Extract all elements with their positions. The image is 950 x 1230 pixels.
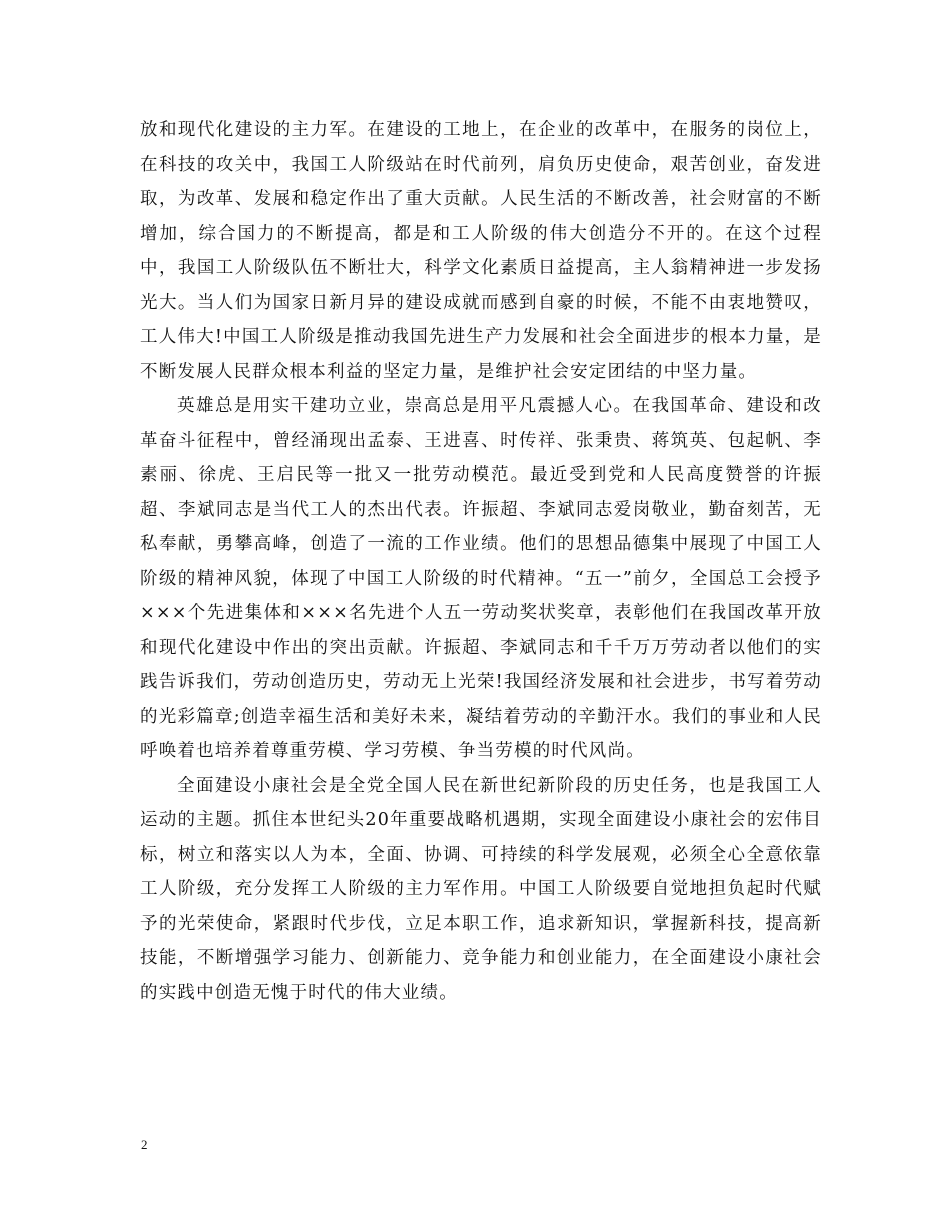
paragraph-heroes: 英雄总是用实干建功立业，崇高总是用平凡震撼人心。在我国革命、建设和改革奋斗征程中，曾经涌现出孟泰、王进喜、时传祥、张秉贵、蒋筑英、包起帆、李素丽、徐虎、王启民等一批又一批劳动模范。最近受到党和人民高度赞誉的许振超、李斌同志是当代工人的杰出代表。许振超、李斌同志爱岗敬业，勤奋刻苦，无私奉献，勇攀高峰，创造了一流的工作业绩。他们的思想品德集中展现了中国工人阶级的精神风貌，体现了中国工人阶级的时代精神。“五一”前夕，全国总工会授予×××个先进集体和×××名先进个人五一劳动奖状奖章，表彰他们在我国改革开放和现代化建设中作出的突出贡献。许振超、李斌同志和千千万万劳动者以他们的实践告诉我们，劳动创造历史，劳动无上光荣!我国经济发展和社会进步，书写着劳动的光彩篇章;创造幸福生活和美好未来，凝结着劳动的辛勤汗水。我们的事业和人民呼唤着也培养着尊重劳模、学习劳模、争当劳模的时代风尚。 — [140, 396, 822, 761]
document-body — [140, 113, 822, 1010]
paragraph-xiaokang: 全面建设小康社会是全党全国人民在新世纪新阶段的历史任务，也是我国工人运动的主题。抓住本世纪头20年重要战略机遇期，实现全面建设小康社会的宏伟目标，树立和落实以人为本，全面、协调、可持续的科学发展观，必须全心全意依靠工人阶级，充分发挥工人阶级的主力军作用。中国工人阶级要自觉地担负起时代赋予的光荣使命，紧跟时代步伐，立足本职工作，追求新知识，掌握新科技，提高新技能，不断增强学习能力、创新能力、竞争能力和创业能力，在全面建设小康社会的实践中创造无愧于时代的伟大业绩。 — [140, 775, 822, 1003]
page-number: 2 — [141, 1137, 148, 1152]
paragraph-continued: 放和现代化建设的主力军。在建设的工地上，在企业的改革中，在服务的岗位上，在科技的攻关中，我国工人阶级站在时代前列，肩负历史使命，艰苦创业，奋发进取，为改革、发展和稳定作出了重大贡献。人民生活的不断改善，社会财富的不断增加，综合国力的不断提高，都是和工人阶级的伟大创造分不开的。在这个过程中，我国工人阶级队伍不断壮大，科学文化素质日益提高，主人翁精神进一步发扬光大。当人们为国家日新月异的建设成就而感到自豪的时候，不能不由衷地赞叹，工人伟大!中国工人阶级是推动我国先进生产力发展和社会全面进步的根本力量，是不断发展人民群众根本利益的坚定力量，是维护社会安定团结的中坚力量。 — [140, 120, 822, 382]
